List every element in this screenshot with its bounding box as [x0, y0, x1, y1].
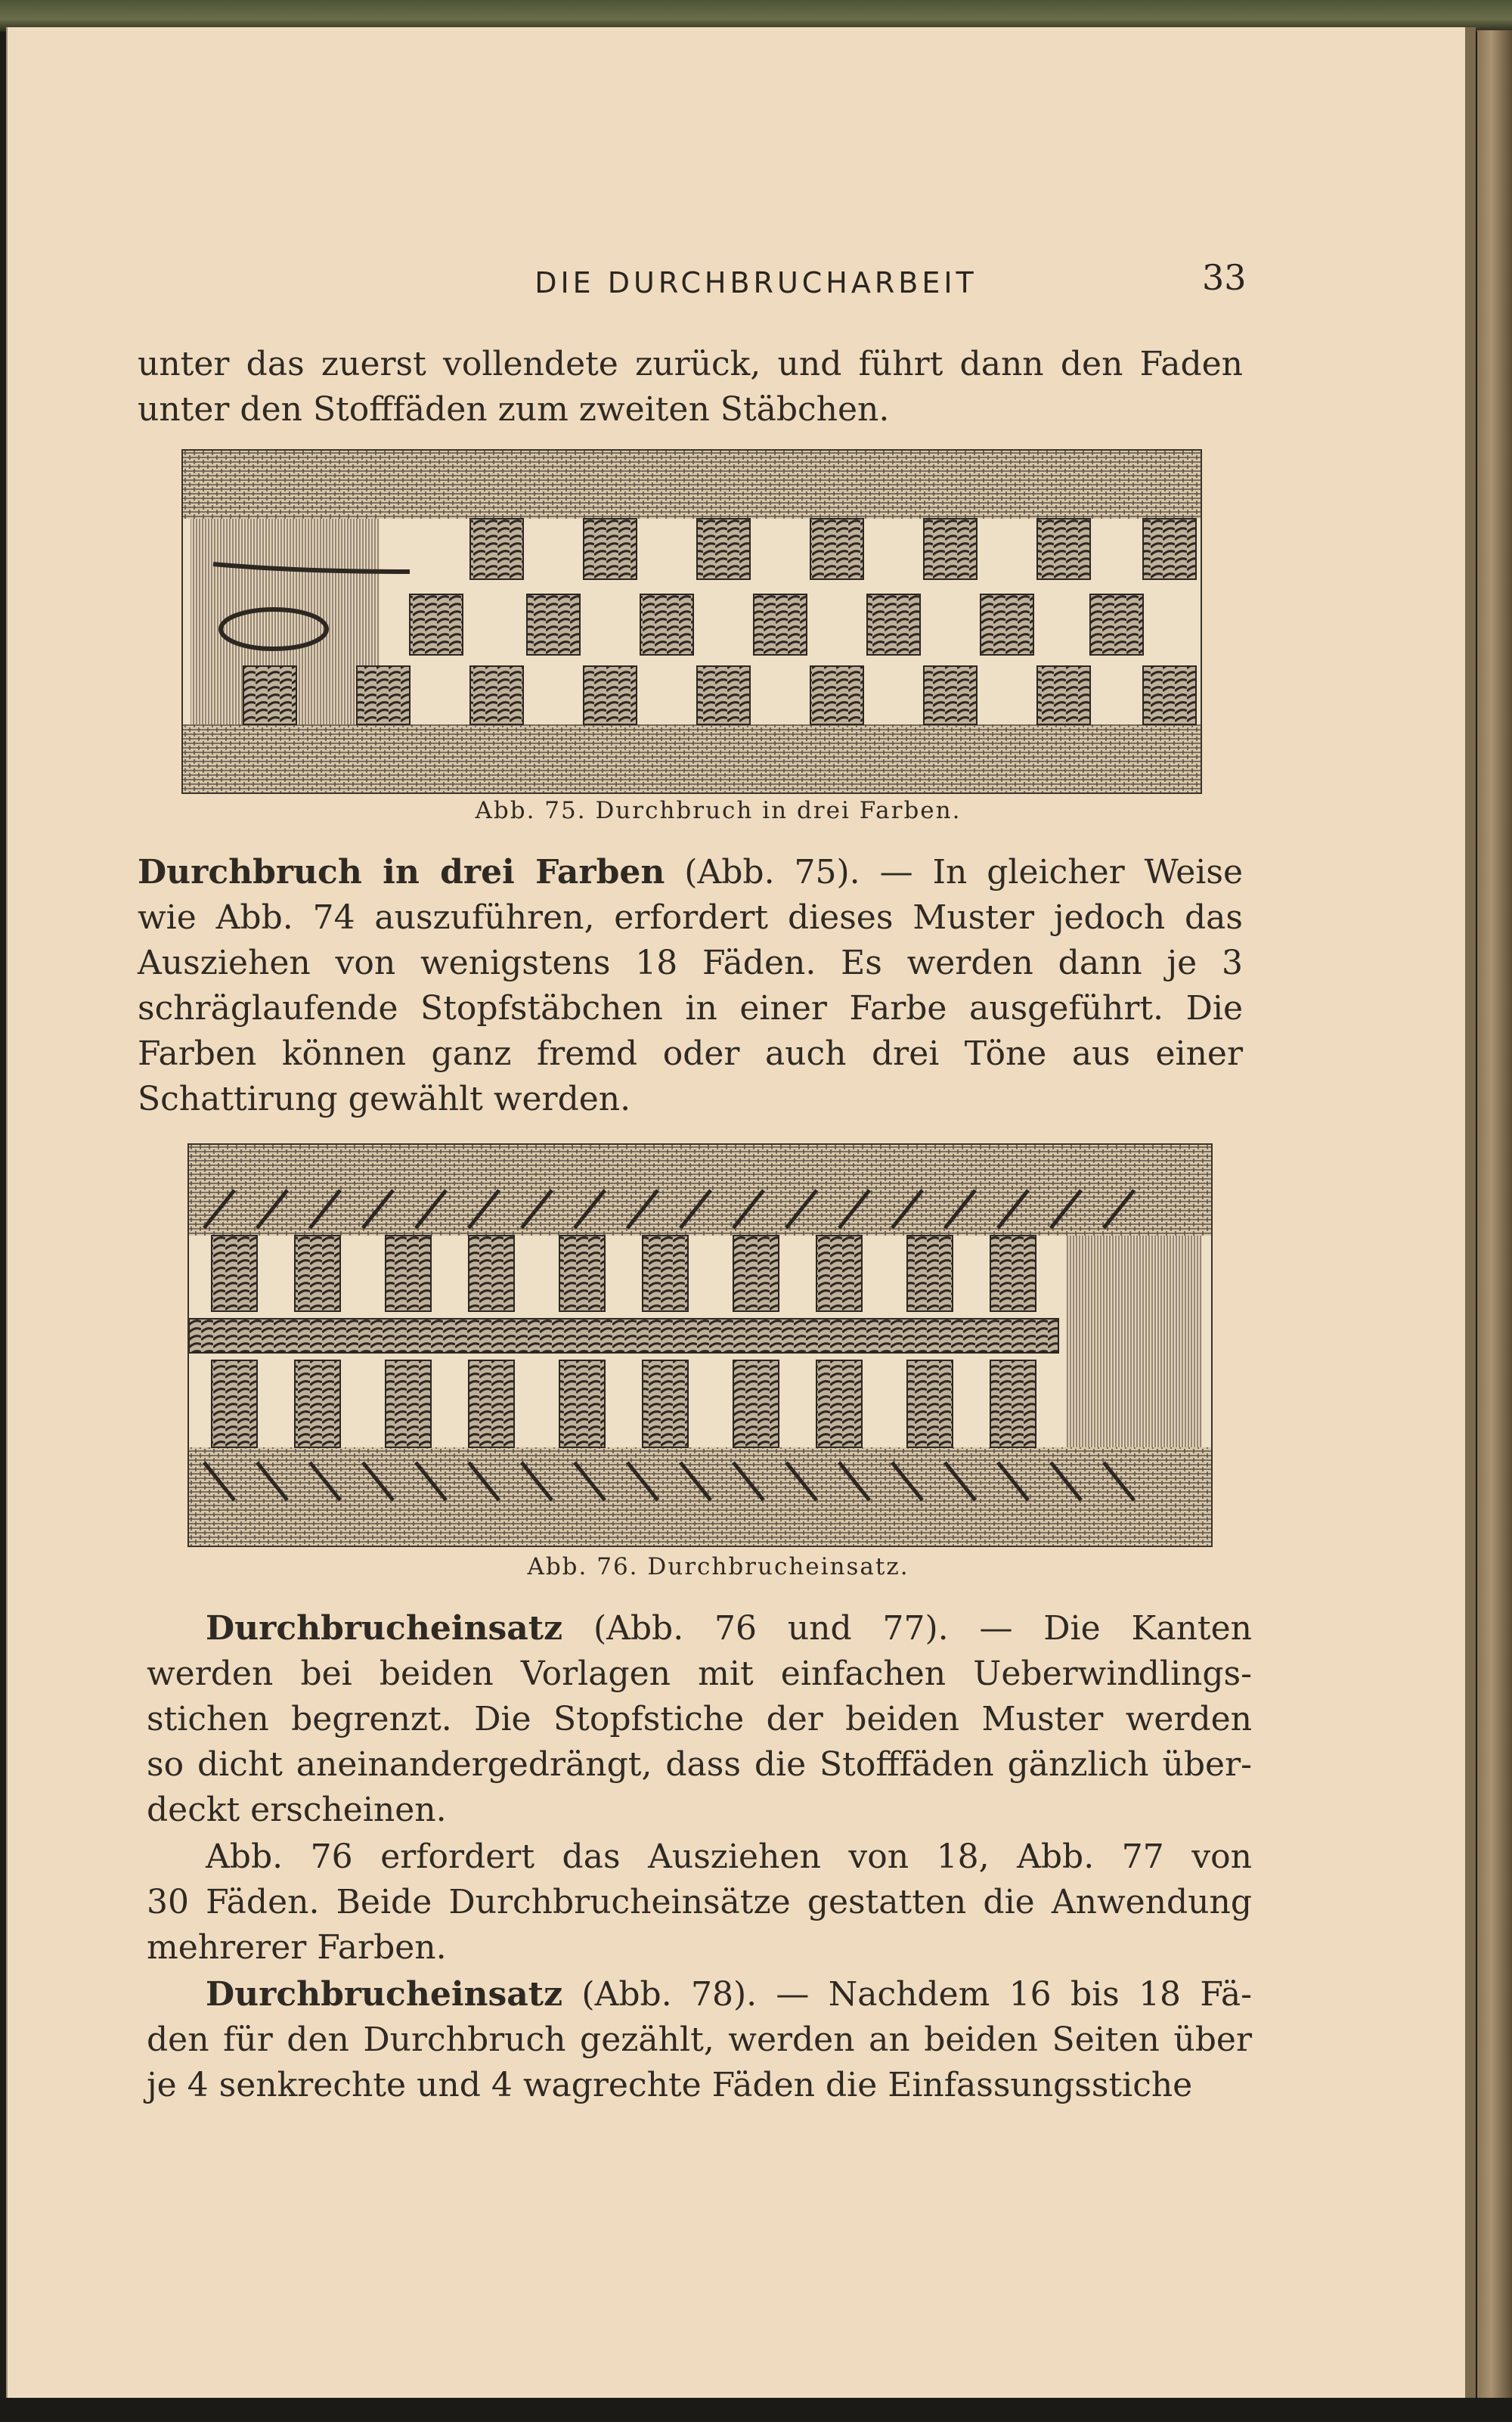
section-76-second-paragraph	[147, 1834, 1252, 1971]
text-line: so dicht aneinandergedrängt, dass die Stofffäden gänzlich über-	[147, 1745, 1252, 1784]
section-75-ref: (Abb. 75). — In gleicher Weise	[665, 853, 1243, 892]
text-line: 30 Fäden. Beide Durchbrucheinsätze gestatten die Anwendung	[147, 1883, 1252, 1921]
text-line: unter das zuerst vollendete zurück, und führt dann den Faden	[138, 345, 1243, 383]
figure-75-caption: Abb. 75. Durchbruch in drei Farben.	[475, 797, 962, 824]
text-line: mehrerer Farben.	[147, 1928, 447, 1967]
section-76-paragraph	[147, 1606, 1252, 1833]
section-78-paragraph	[147, 1972, 1252, 2108]
section-75-paragraph	[138, 850, 1243, 1122]
page-number: 33	[1202, 257, 1247, 298]
figure-76-illustration	[187, 1143, 1213, 1547]
text-line: stichen begrenzt. Die Stopfstiche der beiden Muster werden	[147, 1700, 1252, 1738]
text-line	[147, 1972, 1252, 2017]
text-line: wie Abb. 74 auszuführen, erfordert dieses Muster jedoch das	[138, 898, 1243, 937]
book-spine-edge	[1477, 30, 1512, 2422]
text-line: schräglaufende Stopfstäbchen in einer Farbe ausgeführt. Die	[138, 989, 1243, 1028]
text-line: den für den Durchbruch gezählt, werden an beiden Seiten über	[147, 2020, 1252, 2059]
running-head: DIE DURCHBRUCHARBEIT	[534, 266, 978, 299]
text-line: Schattirung gewählt werden.	[138, 1080, 631, 1118]
section-78-heading: Durchbrucheinsatz	[206, 1975, 563, 2014]
book-bottom-edge	[0, 2398, 1512, 2422]
text-line	[138, 850, 1243, 895]
section-76-ref: (Abb. 76 und 77). — Die Kanten	[562, 1609, 1252, 1648]
text-line: unter den Stofffäden zum zweiten Stäbchen.	[138, 390, 890, 429]
text-line: Abb. 76 erfordert das Ausziehen von 18, Abb. 77 von	[206, 1837, 1252, 1876]
figure-75-illustration	[181, 449, 1202, 794]
intro-paragraph	[138, 342, 1243, 433]
text-line: je 4 senkrechte und 4 wagrechte Fäden die Einfassungsstiche	[147, 2066, 1193, 2104]
section-75-heading: Durchbruch in drei Farben	[138, 853, 665, 892]
section-76-heading: Durchbrucheinsatz	[206, 1609, 563, 1648]
text-line: Ausziehen von wenigstens 18 Fäden. Es werden dann je 3	[138, 944, 1243, 982]
text-line: deckt erscheinen.	[147, 1791, 447, 1829]
text-line	[147, 1606, 1252, 1651]
section-78-ref: (Abb. 78). — Nachdem 16 bis 18 Fä-	[562, 1975, 1252, 2014]
text-line: werden bei beiden Vorlagen mit einfachen Ueberwindlings-	[147, 1654, 1252, 1693]
text-line: Farben können ganz fremd oder auch drei Töne aus einer	[138, 1034, 1243, 1073]
figure-76-caption: Abb. 76. Durchbrucheinsatz.	[527, 1553, 909, 1580]
